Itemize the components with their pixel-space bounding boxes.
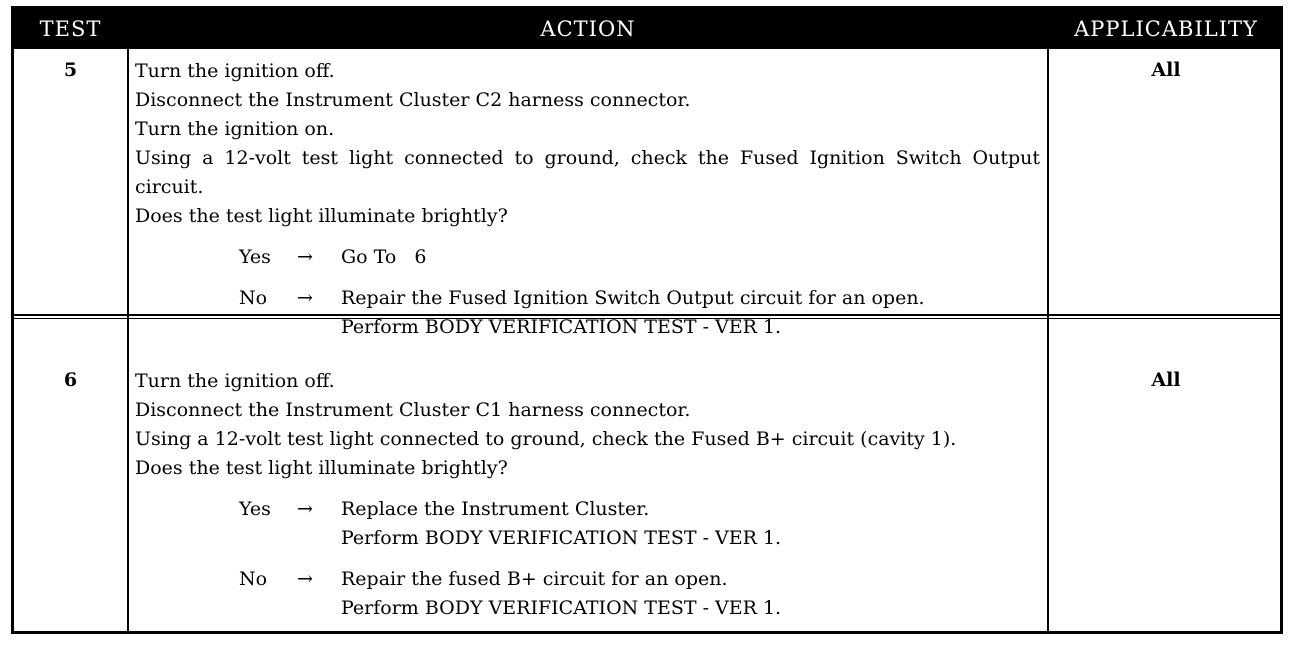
step-text: Disconnect the Instrument Cluster C1 harness connector. [135,399,691,421]
step-text: Turn the ignition off. [135,370,335,392]
no-result: Repair the Fused Ignition Switch Output circuit for an open. [341,287,925,309]
column-divider [1047,49,1049,631]
step-text: Using a 12-volt test light connected to ground, check the Fused Ignition Switch Output circuit. [135,147,1040,198]
header-test: TEST [39,17,102,41]
yes-label: Yes [239,498,271,520]
action-steps [135,367,1040,623]
no-result-followup: Perform BODY VERIFICATION TEST - VER 1. [341,316,782,338]
table-header [14,9,1280,49]
no-branch [135,284,1040,342]
no-result: Repair the fused B+ circuit for an open. [341,568,728,590]
yes-result: Replace the Instrument Cluster. [341,498,650,520]
test-number: 6 [63,369,78,391]
yes-label: Yes [239,246,271,268]
arrow-icon: → [297,568,313,590]
yes-result-followup: Perform BODY VERIFICATION TEST - VER 1. [341,527,782,549]
arrow-icon: → [297,287,313,309]
applicability-value: All [1151,369,1181,391]
no-branch [135,565,1040,623]
column-divider [127,49,129,631]
yes-branch [135,495,1040,553]
diagnostic-test-table [11,6,1283,634]
test-number: 5 [63,59,78,81]
arrow-icon: → [297,498,313,520]
step-text: Disconnect the Instrument Cluster C2 harness connector. [135,89,691,111]
no-result-followup: Perform BODY VERIFICATION TEST - VER 1. [341,597,782,619]
step-question: Does the test light illuminate brightly? [135,457,508,479]
step-text: Using a 12-volt test light connected to ground, check the Fused B+ circuit (cavity 1). [135,428,957,450]
no-label: No [239,287,268,309]
step-text: Turn the ignition on. [135,118,335,140]
step-text: Turn the ignition off. [135,60,335,82]
step-question: Does the test light illuminate brightly? [135,205,508,227]
header-action: ACTION [540,17,636,41]
no-label: No [239,568,268,590]
applicability-value: All [1151,59,1181,81]
action-steps [135,57,1040,342]
yes-branch [135,243,1040,272]
header-applicability: APPLICABILITY [1074,17,1258,41]
yes-result: Go To 6 [341,246,427,268]
arrow-icon: → [297,246,313,268]
